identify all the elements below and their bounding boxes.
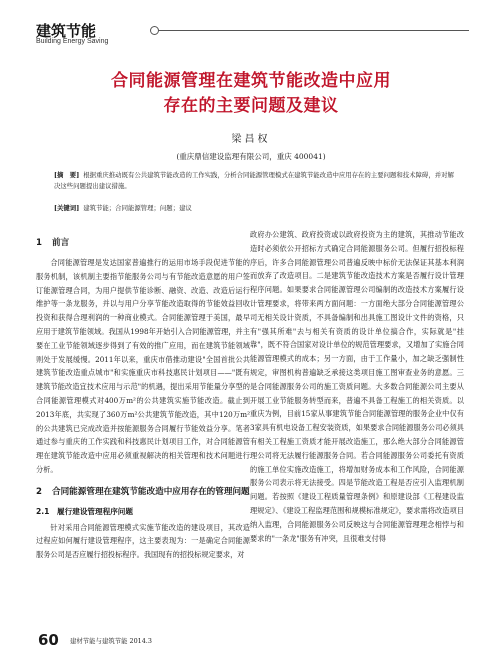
right-column bbox=[250, 228, 464, 545]
section-2-1-title: 履行建设管理程序问题 bbox=[57, 506, 133, 516]
section-1-title: 前言 bbox=[51, 238, 70, 248]
article-title-line-2: 存在的主要问题及建议 bbox=[163, 96, 339, 116]
header-rule bbox=[154, 30, 469, 31]
affiliation: (重庆鼎信建设监理有限公司，重庆 400041) bbox=[176, 152, 326, 161]
keywords-label: [关键词] bbox=[54, 204, 80, 212]
section-1-heading bbox=[36, 236, 250, 250]
author: 梁昌权 bbox=[231, 134, 271, 145]
keywords-text: 建筑节能；合同能源管理；问题；建议 bbox=[83, 204, 192, 212]
left-column bbox=[36, 228, 250, 562]
header-circle-icon bbox=[150, 26, 159, 35]
body-paragraph: 针对采用合同能源管理模式实施节能改造的建设项目，其改造过程应如何履行建设管理程序，这主要表现为：一是确定合同能源服务公司是否应履行招投标程序。我国现有的招投标规定要求，对 bbox=[36, 522, 250, 560]
journal-header-title: 建筑节能 bbox=[36, 22, 97, 40]
abstract-label: [摘 要] bbox=[54, 171, 80, 179]
page-number: 60 bbox=[38, 631, 59, 649]
journal-header-subtitle: Building Energy Saving bbox=[36, 38, 109, 45]
body-paragraph: 合同能源管理是发达国家普遍推行的运用市场手段促进节能的服务机制，该机制主要指节能服务公司与有节能改造意愿的用户签订能源管理合同，为用户提供节能诊断、融资、改造、改造后运行维护等一条龙服务，并以与用户分享节能改造取得的节能效益回收投资和获得合理利润的一种商业模式。合同能源管理于美国，最早应用于建筑节能领域。我国从1998年开始引入合同能源管理，并主要在工业节能领域逐步得到了有效的推广应用，而在建筑节能领域则处于发展缓慢。2011年以来，重庆市借推动建设"全国首批公共建筑节能改造重点城市"和实施重庆市科技惠民计划项目——"既有建筑节能改造宜技术应用与示范"的机遇，提出采用节能量分享型的合同能源管理模式对400万m²的公共建筑实施节能改造。截止到2013年底，共实现了360万m²公共建筑节能改造，其中120万m²的公共建筑已完成改造并按能源服务合同履行节能效益分享。笔者通过参与重庆的工作实践和科技惠民计划项目工作，对合同能源管理在建筑节能改造中应用必须重视解决的相关管理和技术问题进行分析。 bbox=[36, 258, 250, 474]
keywords bbox=[54, 203, 454, 212]
abstract bbox=[54, 170, 454, 192]
section-2-1-heading bbox=[36, 505, 250, 519]
section-2-1-number: 2.1 bbox=[36, 506, 50, 516]
abstract-text: 根据重庆推动既有公共建筑节能改造的工作实践，分析合同能源管理模式在建筑节能改造中应用存在的主要问题和技术障碍，并对解决这些问题提出建议措施。 bbox=[54, 171, 454, 190]
article-title-line-1: 合同能源管理在建筑节能改造中应用 bbox=[111, 71, 391, 91]
section-1-number: 1 bbox=[36, 238, 42, 248]
body-paragraph: 政府办公建筑、政府投资或以政府投资为主的建筑，其推动节能改造时必须依公开招标方式确定合同能源服务公司。但履行招投标程序后，许多合同能源管理公司普遍反映中标价无法保证其基本利润而放弃了改造项目。二是建筑节能改造技术方案是否履行设计管理程序问题。如果要求合同能源管理公司编制的改造技术方案履行设计管理要求，将带来两方面问题：一方面绝大部分合同能源管理公司无相关设计资质，不具备编制和出具施工图设计文件的资格，只有"强其所难"去与相关有资质的设计单位搞合作，实际就是"挂靠"，既不符合国家对设计单位的规范管理要求，又增加了实施合同能源管理模式的成本；另一方面，由于工作量小，加之缺乏强制性规定，审图机构普遍缺乏承接这类项目施工图审查业务的意愿。三是合同能源服务公司的施工资质问题。大多数合同能源公司主要从开展工业节能服务转型而来，普遍不具备工程施工的相关资质。以重庆为例，目前15家从事建筑节能合同能源管理的服务企业中仅有3家具有机电设备工程安装资质，如果要求合同能源服务公司必须具有相关工程施工资质才能开展改造施工，那么绝大部分合同能源管理公司将无法履行能源服务合同。若合同能源服务公司委托有资质的施工单位实施改造施工，将增加财务成本和工作风险，合同能源服务公司表示将无法接受。四是节能改造工程是否应引入监理机制问题。若按照《建设工程质量管理条例》和原建设部《工程建设监理规定》、《建设工程监理范围和规模标准规定》，要求需将改造项目纳入监理，合同能源服务公司反映这与合同能源管理理念相悖与和要求的"一条龙"服务有冲突，且很难支付得 bbox=[250, 230, 464, 543]
section-2-title: 合同能源管理在建筑节能改造中应用存在的管理问题 bbox=[51, 486, 250, 497]
section-2-heading bbox=[36, 485, 250, 499]
section-2-number: 2 bbox=[36, 486, 42, 497]
journal-footer: 建材节能与建筑节能 2014.3 bbox=[70, 637, 152, 645]
